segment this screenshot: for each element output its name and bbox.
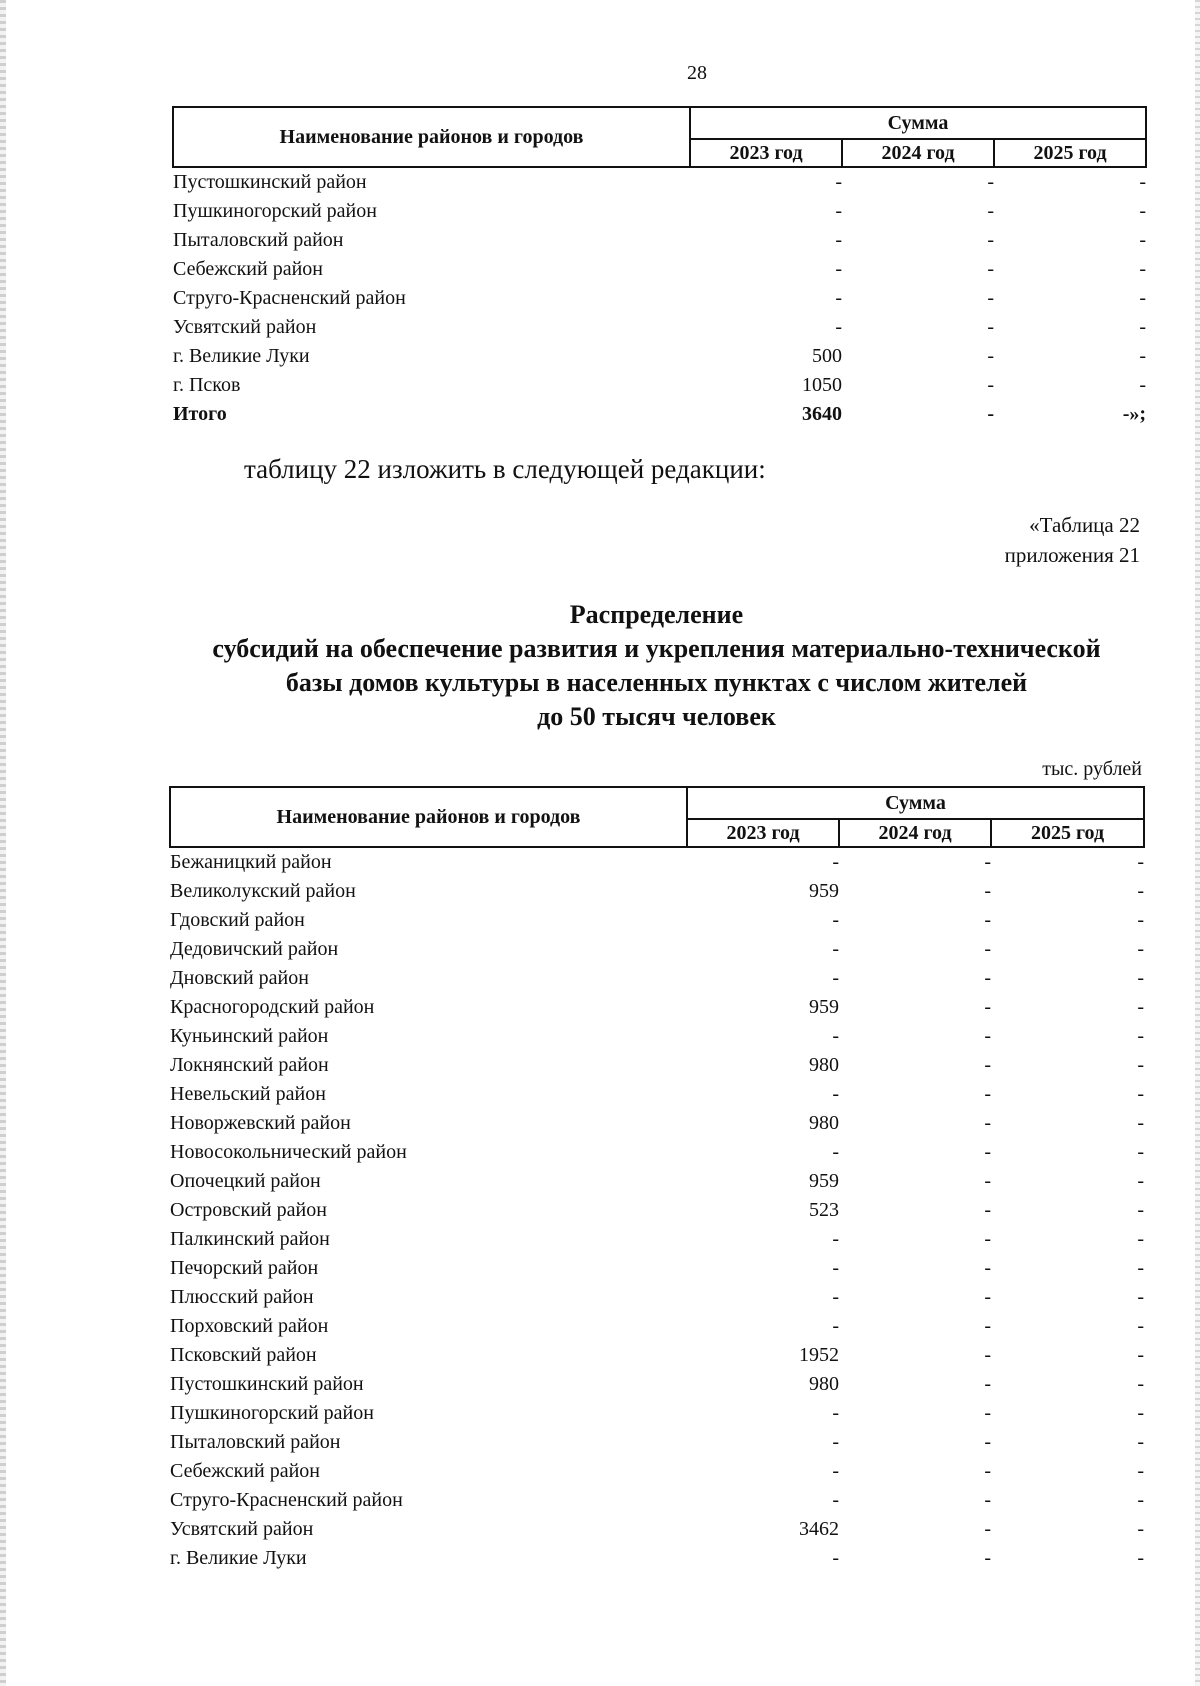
- column-header-name: Наименование районов и городов: [170, 787, 687, 847]
- column-header-sum: Сумма: [690, 107, 1146, 139]
- value-2024: -: [984, 1228, 991, 1250]
- table-row: [173, 371, 1146, 400]
- value-2025: -: [1137, 1257, 1145, 1279]
- value-2025: -: [1137, 1373, 1145, 1395]
- row-name: Палкинский район: [170, 1228, 330, 1250]
- value-2024: -: [984, 1518, 991, 1540]
- value-2024: -: [984, 851, 991, 873]
- value-2023: -: [832, 1257, 839, 1279]
- value-2023: -: [832, 1402, 839, 1424]
- row-name: Пушкиногорский район: [173, 200, 377, 222]
- row-name: Пыталовский район: [170, 1431, 341, 1453]
- column-header-2023: 2023 год: [687, 819, 839, 847]
- value-2025: -: [1139, 200, 1147, 222]
- value-2023: 523: [809, 1199, 839, 1221]
- value-2024: -: [987, 200, 994, 222]
- value-2023: -: [835, 200, 842, 222]
- value-2023: -: [832, 1460, 839, 1482]
- value-2023: 3462: [799, 1518, 839, 1540]
- table-bottom-body: [170, 847, 1144, 1573]
- table-row: [170, 1283, 1144, 1312]
- value-2024: -: [987, 374, 994, 396]
- column-header-2024: 2024 год: [842, 139, 994, 167]
- value-2024: -: [987, 171, 994, 193]
- value-2024: -: [984, 996, 991, 1018]
- value-2023: -: [835, 229, 842, 251]
- row-name: Локнянский район: [170, 1054, 329, 1076]
- value-2024: -: [984, 1373, 991, 1395]
- table-row: [170, 1225, 1144, 1254]
- value-2025: -: [1137, 909, 1145, 931]
- value-2024: -: [984, 1460, 991, 1482]
- row-name: Себежский район: [170, 1460, 320, 1482]
- title-line: субсидий на обеспечение развития и укрепления материально-технической: [212, 634, 1101, 663]
- total-2023: 3640: [802, 403, 842, 425]
- value-2024: -: [984, 1344, 991, 1366]
- value-2024: -: [984, 1489, 991, 1511]
- table-row: [170, 1515, 1144, 1544]
- table-row: [170, 1080, 1144, 1109]
- row-name: г. Великие Луки: [173, 345, 310, 367]
- value-2025: -: [1137, 967, 1145, 989]
- column-header-2024: 2024 год: [839, 819, 991, 847]
- value-2023: 959: [809, 996, 839, 1018]
- value-2024: -: [984, 967, 991, 989]
- row-name: Струго-Красненский район: [170, 1489, 403, 1511]
- value-2024: -: [984, 1170, 991, 1192]
- row-name: г. Псков: [173, 374, 241, 396]
- row-name: Красногородский район: [170, 996, 375, 1018]
- value-2025: -: [1139, 287, 1147, 309]
- value-2023: 980: [809, 1373, 839, 1395]
- table-reference: [1005, 510, 1140, 570]
- value-2025: -: [1137, 851, 1145, 873]
- scan-edge-left: [0, 0, 6, 1686]
- table-row: [170, 877, 1144, 906]
- column-header-sum: Сумма: [687, 787, 1144, 819]
- table-row: [170, 1051, 1144, 1080]
- value-2025: -: [1137, 1460, 1145, 1482]
- value-2024: -: [987, 316, 994, 338]
- table-row: [173, 342, 1146, 371]
- value-2025: -: [1137, 1431, 1145, 1453]
- value-2023: 959: [809, 880, 839, 902]
- value-2023: -: [832, 1025, 839, 1047]
- table-row: [170, 1544, 1144, 1573]
- value-2025: -: [1137, 1344, 1145, 1366]
- table-reference-line: «Таблица 22: [1029, 513, 1140, 537]
- value-2025: -: [1139, 345, 1147, 367]
- row-name: Великолукский район: [170, 880, 356, 902]
- column-header-2023: 2023 год: [690, 139, 842, 167]
- row-name: Новоржевский район: [170, 1112, 351, 1134]
- table-row: [170, 993, 1144, 1022]
- value-2024: -: [984, 880, 991, 902]
- value-2025: -: [1139, 171, 1147, 193]
- value-2025: -: [1139, 316, 1147, 338]
- table-row: [173, 226, 1146, 255]
- table-row: [173, 167, 1146, 197]
- row-name: Плюсский район: [170, 1286, 314, 1308]
- value-2023: -: [832, 851, 839, 873]
- value-2025: -: [1137, 880, 1145, 902]
- row-name: Гдовский район: [170, 909, 305, 931]
- distribution-title: [160, 598, 1153, 734]
- table-bottom: [169, 786, 1145, 1573]
- value-2023: -: [832, 1547, 839, 1569]
- total-label: Итого: [173, 403, 227, 425]
- total-row: [173, 400, 1146, 429]
- value-2024: -: [987, 229, 994, 251]
- table-row: [170, 964, 1144, 993]
- value-2023: -: [832, 1228, 839, 1250]
- column-header-2025: 2025 год: [994, 139, 1146, 167]
- column-header-name: Наименование районов и городов: [173, 107, 690, 167]
- units-label: тыс. рублей: [1042, 758, 1142, 780]
- table-row: [170, 1109, 1144, 1138]
- value-2025: -: [1137, 1170, 1145, 1192]
- value-2025: -: [1137, 1547, 1145, 1569]
- row-name: Дновский район: [170, 967, 309, 989]
- title-line: Распределение: [569, 600, 744, 629]
- value-2023: -: [835, 171, 842, 193]
- row-name: Куньинский район: [170, 1025, 329, 1047]
- table-row: [170, 847, 1144, 877]
- table-row: [170, 1312, 1144, 1341]
- value-2023: -: [835, 316, 842, 338]
- value-2023: 1952: [799, 1344, 839, 1366]
- value-2025: -: [1137, 1054, 1145, 1076]
- value-2024: -: [987, 287, 994, 309]
- value-2023: -: [832, 967, 839, 989]
- value-2025: -: [1139, 229, 1147, 251]
- value-2024: -: [987, 258, 994, 280]
- value-2025: -: [1137, 1228, 1145, 1250]
- value-2024: -: [984, 1199, 991, 1221]
- value-2025: -: [1137, 1402, 1145, 1424]
- value-2024: -: [984, 1286, 991, 1308]
- row-name: Печорский район: [170, 1257, 319, 1279]
- table-row: [170, 1254, 1144, 1283]
- value-2024: -: [984, 909, 991, 931]
- table-reference-line: приложения 21: [1004, 543, 1140, 567]
- row-name: Пустошкинский район: [173, 171, 367, 193]
- value-2024: -: [984, 1547, 991, 1569]
- row-name: Невельский район: [170, 1083, 326, 1105]
- value-2023: 980: [809, 1054, 839, 1076]
- value-2025: -: [1139, 258, 1147, 280]
- title-line: до 50 тысяч человек: [537, 702, 776, 731]
- table-row: [170, 935, 1144, 964]
- value-2024: -: [984, 1083, 991, 1105]
- value-2025: -: [1137, 1083, 1145, 1105]
- row-name: Усвятский район: [173, 316, 317, 338]
- table-row: [170, 1457, 1144, 1486]
- table-row: [173, 197, 1146, 226]
- column-header-2025: 2025 год: [991, 819, 1144, 847]
- row-name: Струго-Красненский район: [173, 287, 406, 309]
- value-2023: 959: [809, 1170, 839, 1192]
- row-name: Островский район: [170, 1199, 327, 1221]
- value-2025: -: [1137, 1025, 1145, 1047]
- value-2023: 500: [812, 345, 842, 367]
- table-row: [173, 284, 1146, 313]
- table-top-body: [173, 167, 1146, 429]
- row-name: Бежаницкий район: [170, 851, 332, 873]
- row-name: Усвятский район: [170, 1518, 314, 1540]
- value-2024: -: [984, 1141, 991, 1163]
- table-row: [170, 1341, 1144, 1370]
- value-2023: -: [832, 1141, 839, 1163]
- value-2024: -: [984, 1054, 991, 1076]
- value-2024: -: [987, 345, 994, 367]
- value-2025: -: [1137, 1315, 1145, 1337]
- row-name: Новосокольнический район: [170, 1141, 407, 1163]
- page-number: 28: [687, 62, 707, 84]
- instruction-text: таблицу 22 изложить в следующей редакции:: [244, 454, 766, 484]
- value-2025: -: [1139, 374, 1147, 396]
- value-2024: -: [984, 1257, 991, 1279]
- value-2023: 1050: [802, 374, 842, 396]
- row-name: Пустошкинский район: [170, 1373, 364, 1395]
- table-row: [170, 1370, 1144, 1399]
- row-name: Псковский район: [170, 1344, 317, 1366]
- row-name: Себежский район: [173, 258, 323, 280]
- value-2025: -: [1137, 1286, 1145, 1308]
- table-top: [172, 106, 1147, 429]
- value-2023: -: [832, 909, 839, 931]
- table-row: [170, 1399, 1144, 1428]
- table-row: [173, 255, 1146, 284]
- scan-edge-right: [1195, 0, 1200, 1686]
- value-2023: -: [832, 1315, 839, 1337]
- value-2025: -: [1137, 938, 1145, 960]
- row-name: Опочецкий район: [170, 1170, 321, 1192]
- row-name: г. Великие Луки: [170, 1547, 307, 1569]
- row-name: Порховский район: [170, 1315, 329, 1337]
- title-line: базы домов культуры в населенных пунктах с числом жителей: [285, 668, 1028, 697]
- table-row: [170, 1486, 1144, 1515]
- table-row: [170, 1196, 1144, 1225]
- table-row: [170, 1022, 1144, 1051]
- value-2023: -: [835, 287, 842, 309]
- value-2024: -: [984, 1315, 991, 1337]
- value-2023: -: [832, 1489, 839, 1511]
- value-2025: -: [1137, 996, 1145, 1018]
- row-name: Дедовичский район: [170, 938, 339, 960]
- value-2023: -: [832, 938, 839, 960]
- value-2025: -: [1137, 1199, 1145, 1221]
- value-2025: -: [1137, 1141, 1145, 1163]
- table-row: [170, 1167, 1144, 1196]
- value-2024: -: [984, 1112, 991, 1134]
- row-name: Пыталовский район: [173, 229, 344, 251]
- value-2025: -: [1137, 1489, 1145, 1511]
- value-2024: -: [984, 1431, 991, 1453]
- value-2025: -: [1137, 1518, 1145, 1540]
- value-2025: -: [1137, 1112, 1145, 1134]
- value-2023: -: [832, 1083, 839, 1105]
- value-2023: 980: [809, 1112, 839, 1134]
- row-name: Пушкиногорский район: [170, 1402, 374, 1424]
- total-2024: -: [987, 403, 994, 425]
- table-row: [170, 906, 1144, 935]
- value-2023: -: [835, 258, 842, 280]
- total-2025: -»;: [1122, 403, 1147, 425]
- value-2024: -: [984, 938, 991, 960]
- table-row: [170, 1138, 1144, 1167]
- value-2023: -: [832, 1286, 839, 1308]
- table-row: [173, 313, 1146, 342]
- value-2024: -: [984, 1402, 991, 1424]
- table-row: [170, 1428, 1144, 1457]
- value-2023: -: [832, 1431, 839, 1453]
- value-2024: -: [984, 1025, 991, 1047]
